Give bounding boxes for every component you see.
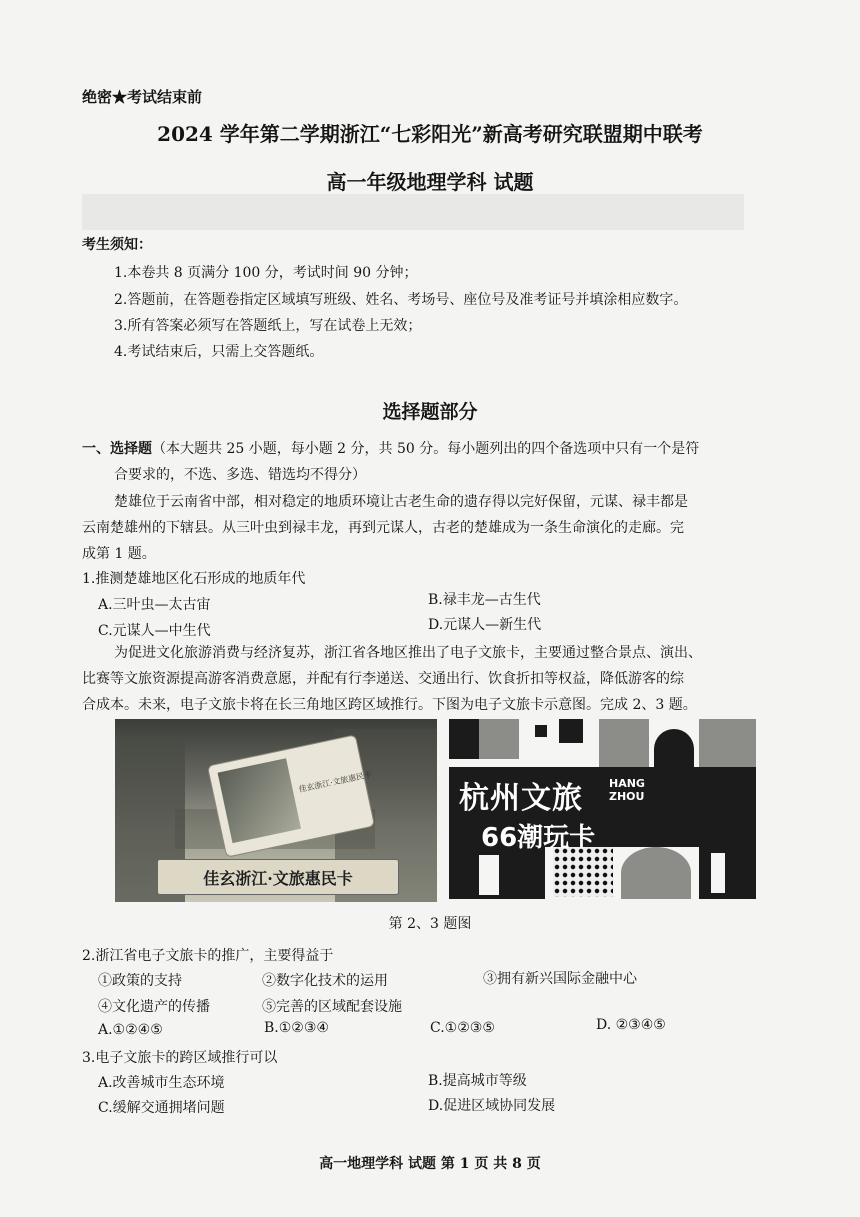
statement-item: ③拥有新兴国际金融中心 — [483, 971, 637, 987]
notice-item: 4.考试结束后，只需上交答题纸。 — [114, 344, 324, 360]
part-instruction-line1 — [82, 438, 699, 458]
passage-line: 合成本。未来，电子文旅卡将在长三角地区跨区域推行。下图为电子文旅卡示意图。完成 2、3 题。 — [82, 697, 697, 713]
hangzhou-title: 杭州文旅 — [459, 781, 583, 816]
statement-item: ④文化遗产的传播 — [98, 999, 210, 1015]
statement-item: ①政策的支持 — [98, 973, 182, 989]
hangzhou-subtitle: 66潮玩卡 — [481, 823, 596, 853]
hangzhou-card-image — [449, 719, 756, 899]
passage-line: 比赛等文旅资源提高游客消费意愿，并配有行李递送、交通出行、饮食折扣等权益，降低游客的综 — [82, 671, 684, 687]
option-a: A.改善城市生态环境 — [98, 1075, 225, 1091]
option-d: D.元谋人—新生代 — [428, 617, 542, 633]
option-c: C.①②③⑤ — [430, 1020, 495, 1036]
notice-item: 3.所有答案必须写在答题纸上，写在试卷上无效； — [114, 318, 422, 334]
page-footer: 高一地理学科 试题 第 1 页 共 8 页 — [319, 1156, 541, 1172]
question-stem: 3.电子文旅卡的跨区域推行可以 — [82, 1050, 278, 1066]
option-b: B.提高城市等级 — [428, 1073, 527, 1089]
exam-subtitle: 高一年级地理学科 试题 — [326, 170, 534, 194]
notice-item: 1.本卷共 8 页满分 100 分，考试时间 90 分钟； — [114, 265, 418, 281]
option-a: A.三叶虫—太古宙 — [98, 597, 211, 613]
card-banner: 佳玄浙江·文旅惠民卡 — [157, 859, 399, 895]
passage-line: 成第 1 题。 — [82, 546, 156, 562]
option-b: B.①②③④ — [264, 1020, 329, 1036]
zhejiang-card-image — [115, 719, 437, 902]
option-d: D.促进区域协同发展 — [428, 1098, 556, 1114]
option-a: A.①②④⑤ — [98, 1022, 163, 1038]
dot-pattern — [553, 847, 613, 897]
exam-title: 2024 学年第二学期浙江“七彩阳光”新高考研究联盟期中联考 — [157, 122, 703, 146]
card-text: 佳玄浙江·文旅惠民卡 — [297, 769, 373, 795]
question-stem: 2.浙江省电子文旅卡的推广，主要得益于 — [82, 948, 334, 964]
option-c: C.缓解交通拥堵问题 — [98, 1100, 225, 1116]
part-label: 一、选择题 — [82, 441, 152, 457]
part-desc: （本大题共 25 小题，每小题 2 分，共 50 分。每小题列出的四个备选项中只有一个是符 — [152, 441, 700, 457]
notice-item: 2.答题前，在答题卷指定区域填写班级、姓名、考场号、座位号及准考证号并填涂相应数字。 — [114, 292, 688, 308]
hangzhou-en-line1: HANG — [609, 777, 645, 790]
notice-heading: 考生须知： — [82, 237, 152, 253]
confidential-label: 绝密★考试结束前 — [82, 88, 203, 106]
passage-line: 楚雄位于云南省中部，相对稳定的地质环境让古老生命的遗存得以完好保留，元谋、禄丰都是 — [114, 494, 688, 510]
option-b: B.禄丰龙—古生代 — [428, 592, 541, 608]
part-instruction-line2: 合要求的，不选、多选、错选均不得分） — [114, 467, 366, 483]
passage-line: 为促进文化旅游消费与经济复苏，浙江省各地区推出了电子文旅卡，主要通过整合景点、演出、 — [114, 645, 702, 661]
option-d: D. ②③④⑤ — [596, 1017, 666, 1033]
statement-item: ②数字化技术的运用 — [262, 973, 388, 989]
statement-item: ⑤完善的区域配套设施 — [262, 999, 402, 1015]
question-stem: 1.推测楚雄地区化石形成的地质年代 — [82, 571, 306, 587]
blank-band — [82, 194, 744, 230]
passage-line: 云南楚雄州的下辖县。从三叶虫到禄丰龙，再到元谋人，古老的楚雄成为一条生命演化的走廊。完 — [82, 520, 684, 536]
hangzhou-english — [609, 777, 645, 803]
figure-caption: 第 2、3 题图 — [388, 916, 472, 932]
section-title: 选择题部分 — [382, 401, 478, 423]
hangzhou-en-line2: ZHOU — [609, 790, 645, 803]
option-c: C.元谋人—中生代 — [98, 623, 211, 639]
